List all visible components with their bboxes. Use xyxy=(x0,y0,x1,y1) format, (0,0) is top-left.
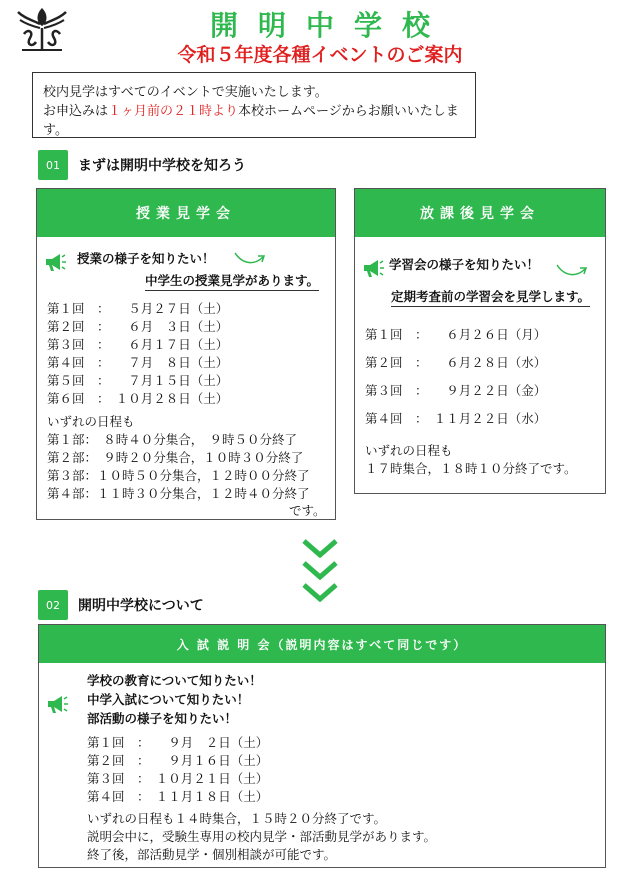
notice-text: お申込みは xyxy=(43,104,109,119)
class-visit-part: 第３部：１０時５０分集合，１２時００分終了 xyxy=(47,468,310,483)
briefing-date: 第４回 ： １１月１８日（土） xyxy=(87,789,269,804)
class-visit-note: いずれの日程も xyxy=(47,414,135,429)
notice-text-end: 本校ホームページからお願いいたします。 xyxy=(43,104,459,138)
class-visit-suffix: です。 xyxy=(289,503,326,518)
class-visit-headline-2: 中学生の授業見学があります。 xyxy=(145,271,319,291)
megaphone-icon xyxy=(361,257,385,279)
briefing-headline: 学校の教育について知りたい！ xyxy=(87,673,262,688)
after-school-note: いずれの日程も xyxy=(365,443,453,458)
section-2-number: 02 xyxy=(38,590,68,620)
class-visit-date: 第３回 ： ６月１７日（土） xyxy=(47,337,229,352)
after-school-card xyxy=(354,188,606,494)
class-visit-date: 第５回 ： ７月１５日（土） xyxy=(47,373,229,388)
after-school-headline-1: 学習会の様子を知りたい！ xyxy=(389,257,540,272)
briefing-note: 説明会中に，受験生専用の校内見学・部活動見学があります。 xyxy=(87,829,437,844)
class-visit-part: 第１部： ８時４０分集合， ９時５０分終了 xyxy=(47,432,298,447)
after-school-headline-2: 定期考査前の学習会を見学します。 xyxy=(391,287,590,307)
briefing-headline: 中学入試について知りたい！ xyxy=(87,692,250,707)
megaphone-icon xyxy=(43,251,67,273)
curved-arrow-icon xyxy=(555,259,589,281)
class-visit-date: 第１回 ： ５月２７日（土） xyxy=(47,301,229,316)
briefing-date: 第３回 ： １０月２１日（土） xyxy=(87,771,269,786)
notice-line-2 xyxy=(43,102,465,140)
after-school-heading: 放課後見学会 xyxy=(355,189,605,237)
briefing-note: 終了後，部活動見学・個別相談が可能です。 xyxy=(87,847,337,862)
school-name: 開明中学校 xyxy=(209,9,450,42)
class-visit-part: 第４部：１１時３０分集合，１２時４０分終了 xyxy=(47,486,310,501)
chevron-down-icon xyxy=(300,538,340,558)
chevron-down-icon xyxy=(300,560,340,580)
after-school-date: 第３回 ： ９月２２日（金） xyxy=(365,383,547,398)
section-1-title: まずは開明中学校を知ろう xyxy=(78,158,246,174)
page-subtitle: 令和５年度各種イベントのご案内 xyxy=(177,44,463,66)
briefing-card xyxy=(38,624,606,868)
class-visit-date: 第４回 ： ７月 ８日（土） xyxy=(47,355,229,370)
notice-line-1: 校内見学はすべてのイベントで実施いたします。 xyxy=(43,85,328,100)
section-2-heading xyxy=(38,590,204,620)
section-2-title: 開明中学校について xyxy=(78,598,204,614)
briefing-date: 第２回 ： ９月１６日（土） xyxy=(87,753,269,768)
class-visit-card xyxy=(36,188,336,520)
class-visit-heading: 授業見学会 xyxy=(37,189,335,237)
after-school-date: 第１回 ： ６月２６日（月） xyxy=(365,327,547,342)
after-school-note: １７時集合，１８時１０分終了です。 xyxy=(365,461,577,476)
after-school-date: 第４回 ： １１月２２日（水） xyxy=(365,411,547,426)
section-1-number: 01 xyxy=(38,150,68,180)
briefing-heading: 入 試 説 明 会（説明内容はすべて同じです） xyxy=(39,625,605,663)
megaphone-icon xyxy=(45,693,69,715)
section-1-heading xyxy=(38,150,246,180)
class-visit-date: 第６回 ： １０月２８日（土） xyxy=(47,391,229,406)
notice-box xyxy=(32,72,476,138)
briefing-headline: 部活動の様子を知りたい！ xyxy=(87,711,238,726)
briefing-note: いずれの日程も１４時集合，１５時２０分終了です。 xyxy=(87,811,387,826)
after-school-date: 第２回 ： ６月２８日（水） xyxy=(365,355,547,370)
chevron-down-icon xyxy=(300,582,340,602)
notice-highlight: １ヶ月前の２１時より xyxy=(108,104,239,119)
briefing-date: 第１回 ： ９月 ２日（土） xyxy=(87,735,269,750)
class-visit-date: 第２回 ： ６月 ３日（土） xyxy=(47,319,229,334)
curved-arrow-icon xyxy=(233,247,267,269)
class-visit-part: 第２部： ９時２０分集合，１０時３０分終了 xyxy=(47,450,304,465)
class-visit-headline-1: 授業の様子を知りたい！ xyxy=(77,251,215,266)
